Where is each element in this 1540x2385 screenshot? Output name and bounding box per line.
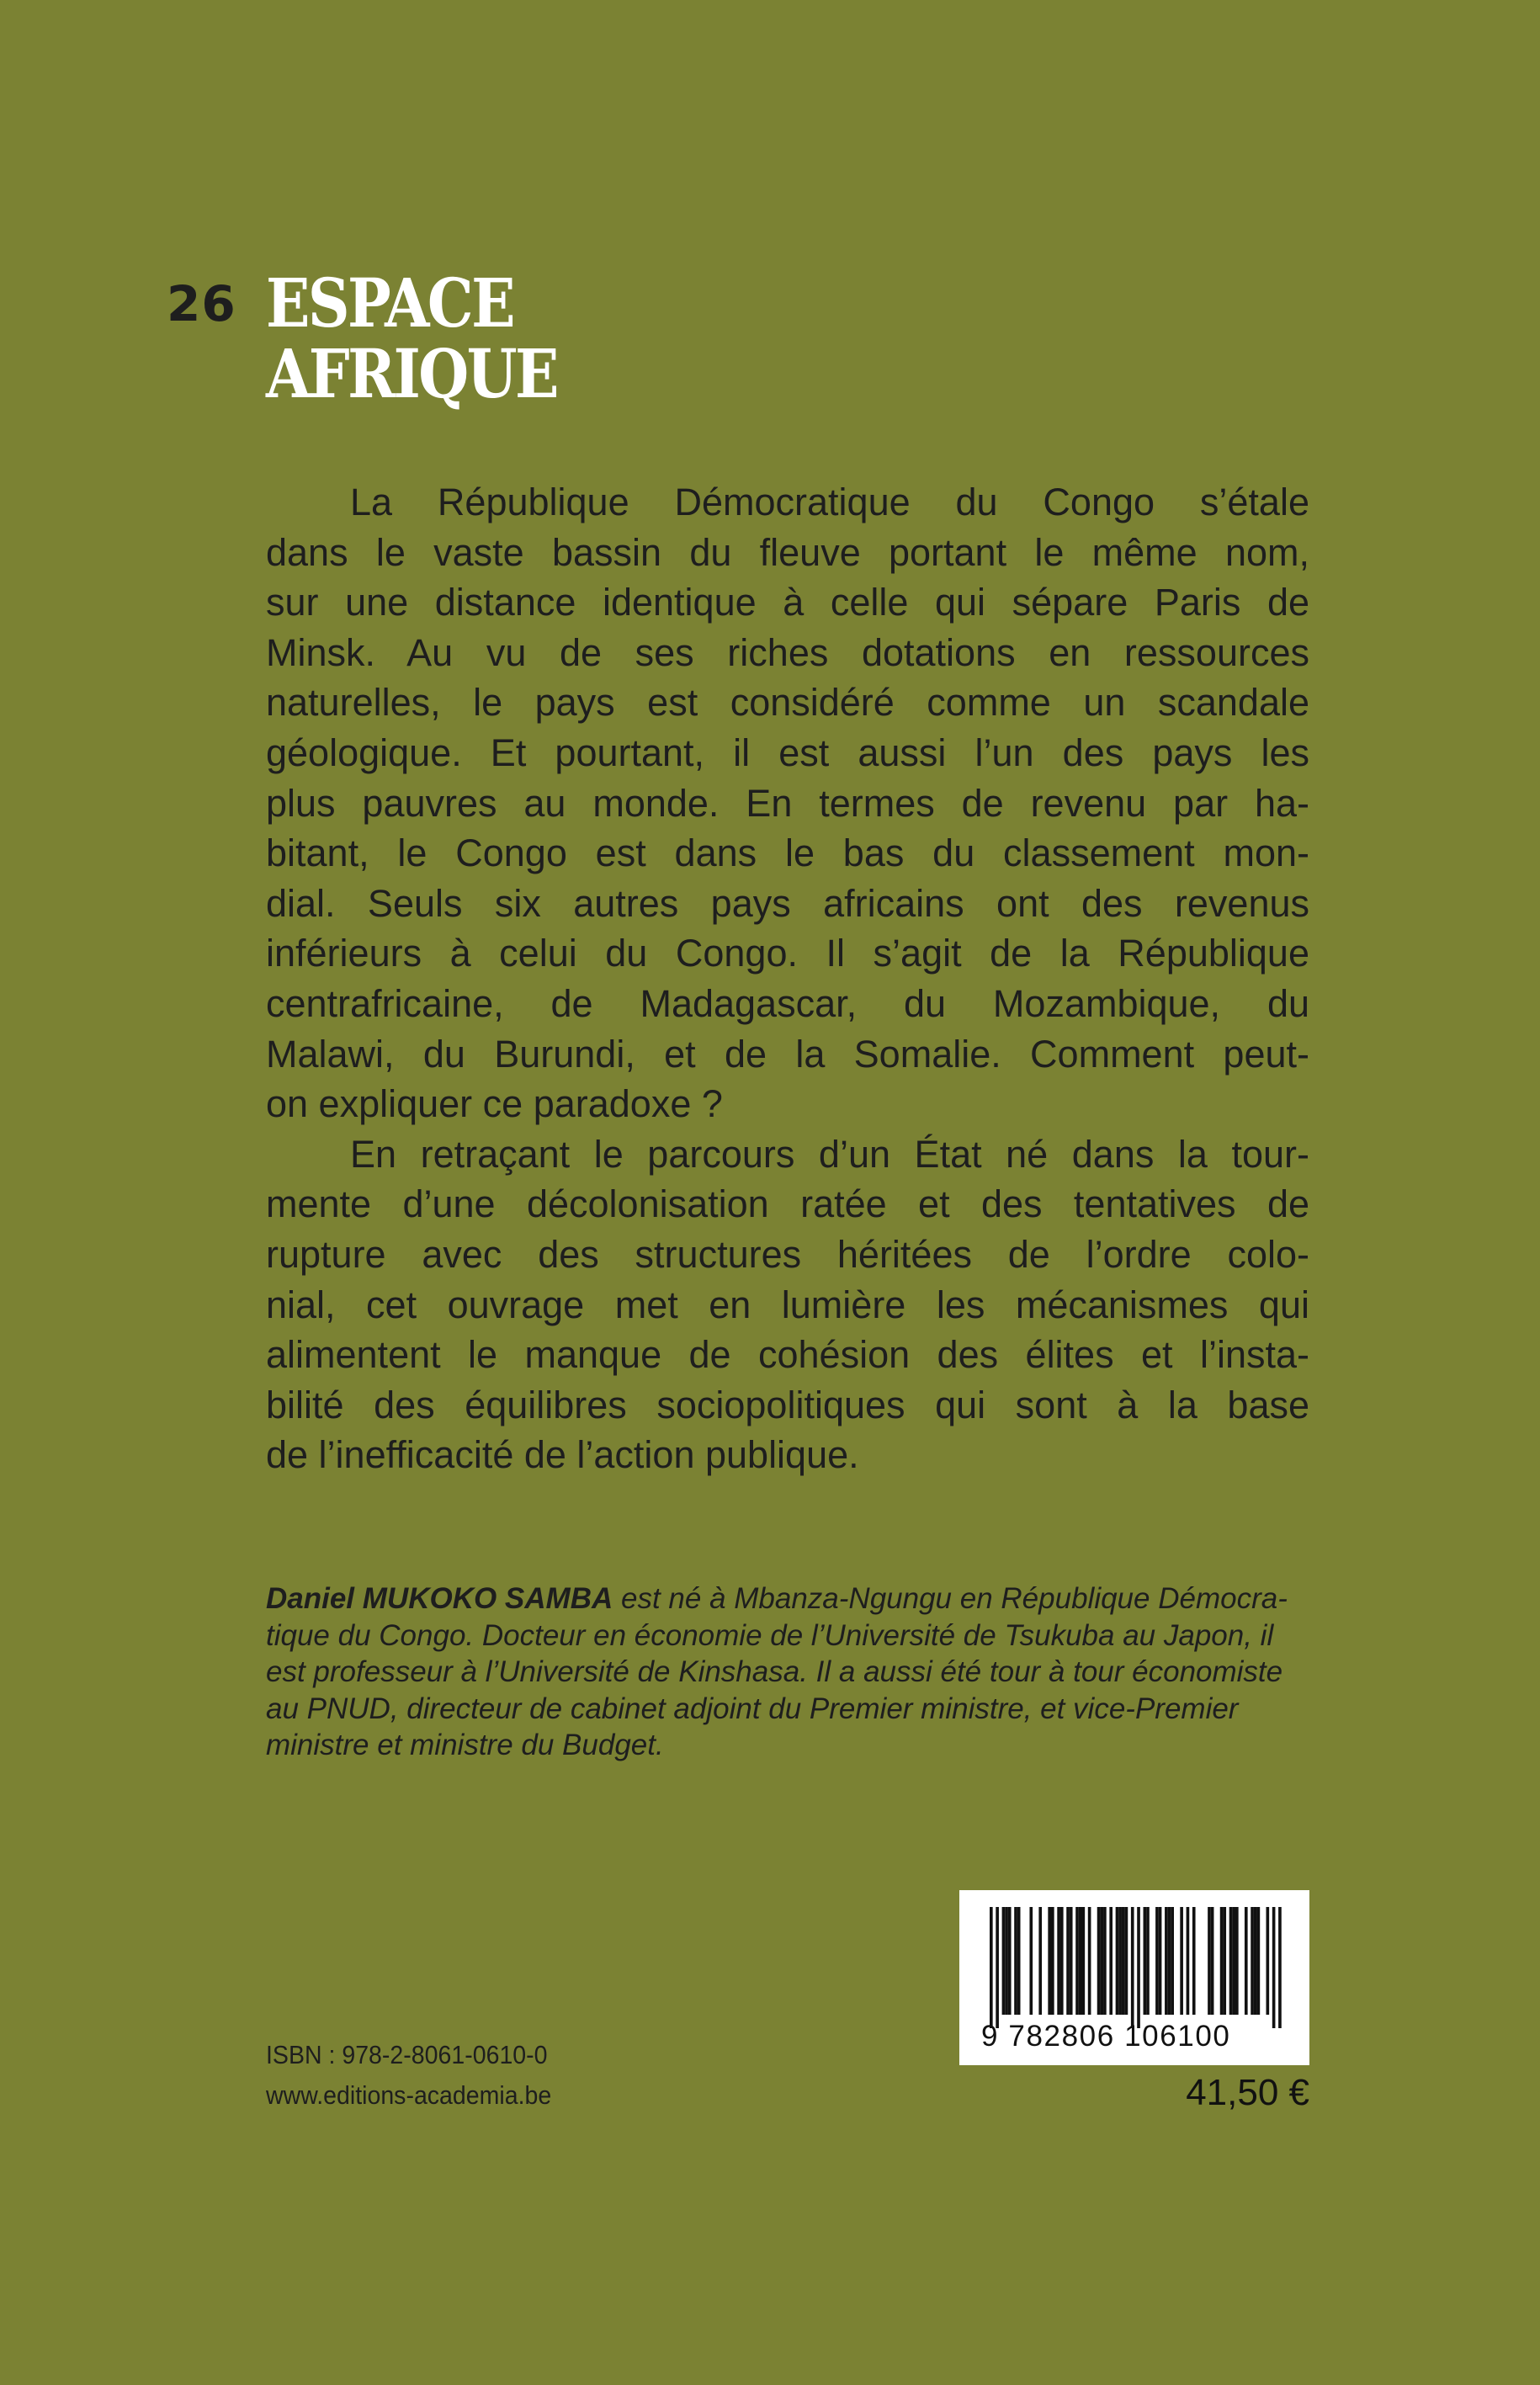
barcode-bar [1165,1907,1168,2015]
barcode-bar [1118,1907,1122,2015]
price: 41,50 € [1186,2072,1309,2113]
barcode-bar [1208,1907,1211,2015]
barcode-bar [1187,1907,1190,2015]
summary-line: bilité des équilibres sociopolitiques qui sont à la base [266,1383,1309,1426]
summary-line: mente d’une décolonisation ratée et des tentatives de [266,1182,1309,1226]
barcode-bar [1017,1907,1021,2015]
barcode-bar [1137,1907,1140,2028]
barcode-bar [1079,1907,1082,2015]
barcode-bar [1211,1907,1214,2015]
barcode-bar [1278,1907,1282,2028]
barcode-bar [1088,1907,1091,2015]
barcode-bar [1220,1907,1224,2015]
summary-line: on expliquer ce paradoxe ? [266,1082,723,1126]
barcode-bar [1038,1907,1042,2015]
barcode-bar [1235,1907,1239,2015]
barcode-bar [1005,1907,1008,2015]
barcode-bar [990,1907,993,2028]
summary-line: Malawi, du Burundi, et de la Somalie. Comment peut- [266,1032,1309,1076]
series-title-line-1: ESPACE [266,263,513,343]
barcode-bar [1272,1907,1276,2028]
series-title [266,263,557,413]
series-title-line-2: AFRIQUE [266,334,557,413]
author-bio-line [266,1580,1309,1617]
barcode-bar [1144,1907,1147,2015]
barcode-bar [996,1907,999,2028]
barcode [959,1890,1309,2065]
barcode-bar [1125,1907,1128,2015]
summary-line: rupture avec des structures héritées de l’ordre colo- [266,1232,1309,1276]
barcode-bar [1002,1907,1006,2015]
barcode-bar [1103,1907,1107,2015]
summary-line: centrafricaine, de Madagascar, du Mozambique, du [266,981,1309,1025]
barcode-bar [1014,1907,1017,2015]
summary-line: dans le vaste bassin du fleuve portant le même nom, [266,530,1309,574]
barcode-bar [1057,1907,1060,2015]
barcode-bar [1116,1907,1119,2015]
barcode-bar [1131,1907,1134,2028]
summary-paragraph-1 [266,477,1309,1129]
summary-line: dial. Seuls six autres pays africains ont des revenus [266,881,1309,925]
barcode-bar [1008,1907,1012,2015]
author-bio-lines [266,1617,1309,1764]
barcode-bar [1229,1907,1233,2015]
summary-line: Minsk. Au vu de ses riches dotations en ressources [266,630,1309,674]
publisher-website: www.editions-academia.be [266,2080,552,2110]
summary-line: de l’inefficacité de l’action publique. [266,1433,859,1477]
author-last-name: MUKOKO SAMBA [362,1582,613,1615]
barcode-bar [1066,1907,1070,2015]
author-bio [266,1580,1309,1764]
barcode-digits: 9 782806 106100 [981,2020,1231,2053]
barcode-bar [1100,1907,1103,2015]
barcode-bar [1122,1907,1125,2015]
series-number: 26 [167,275,236,332]
barcode-bar [1048,1907,1051,2015]
summary-line: nial, cet ouvrage met en lumière les mécanismes qui [266,1283,1309,1326]
summary-line: En retraçant le parcours d’un État né dans la tour- [350,1132,1309,1176]
barcode-bar [1245,1907,1248,2015]
isbn-text: ISBN : 978-2-8061-0610-0 [266,2040,548,2069]
barcode-bar [1109,1907,1113,2015]
barcode-bar [1171,1907,1174,2015]
summary-line: sur une distance identique à celle qui sépare Paris de [266,581,1309,624]
barcode-bar [1060,1907,1064,2015]
author-bio-text: est né à Mbanza-Ngungu en République Démocra- [613,1582,1288,1615]
barcode-bar [1223,1907,1226,2015]
barcode-bar [1257,1907,1261,2015]
summary-line: alimentent le manque de cohésion des élites et l’insta- [266,1333,1309,1377]
barcode-bar [1155,1907,1159,2015]
barcode-bar [1075,1907,1079,2015]
barcode-bar [1168,1907,1171,2015]
author-first-name: Daniel [266,1582,355,1615]
barcode-bar [1029,1907,1033,2015]
book-summary [266,477,1309,1480]
barcode-bar [1251,1907,1254,2015]
barcode-bar [1082,1907,1086,2015]
barcode-bar [1159,1907,1162,2015]
barcode-bar [1254,1907,1257,2015]
summary-paragraph-2 [266,1129,1309,1480]
barcode-bar [1097,1907,1101,2015]
barcode-bar [1267,1907,1270,2015]
barcode-bar [1070,1907,1073,2015]
barcode-bar [1180,1907,1183,2015]
summary-line: naturelles, le pays est considéré comme un scandale [266,681,1309,725]
barcode-bar [1146,1907,1150,2015]
barcode-bar [1232,1907,1235,2015]
author-bio-line: tique du Congo. Docteur en économie de l’Université de Tsukuba au Japon, il [266,1618,1274,1652]
summary-line: plus pauvres au monde. En termes de revenu par ha- [266,781,1309,825]
author-bio-line: ministre et ministre du Budget. [266,1729,664,1761]
publisher-info [266,2035,551,2116]
author-bio-line: au PNUD, directeur de cabinet adjoint du Premier ministre, et vice-Premier [266,1692,1239,1725]
summary-line: géologique. Et pourtant, il est aussi l’un des pays les [266,730,1309,774]
barcode-bar [1192,1907,1196,2015]
summary-line: La République Démocratique du Congo s’étale [350,481,1309,523]
series-logo [167,263,604,413]
barcode-bar [1051,1907,1054,2015]
summary-line: bitant, le Congo est dans le bas du classement mon- [266,831,1309,875]
author-bio-line: est professeur à l’Université de Kinshasa. Il a aussi été tour à tour économiste [266,1655,1283,1688]
summary-line: inférieurs à celui du Congo. Il s’agit de la République [266,932,1309,975]
